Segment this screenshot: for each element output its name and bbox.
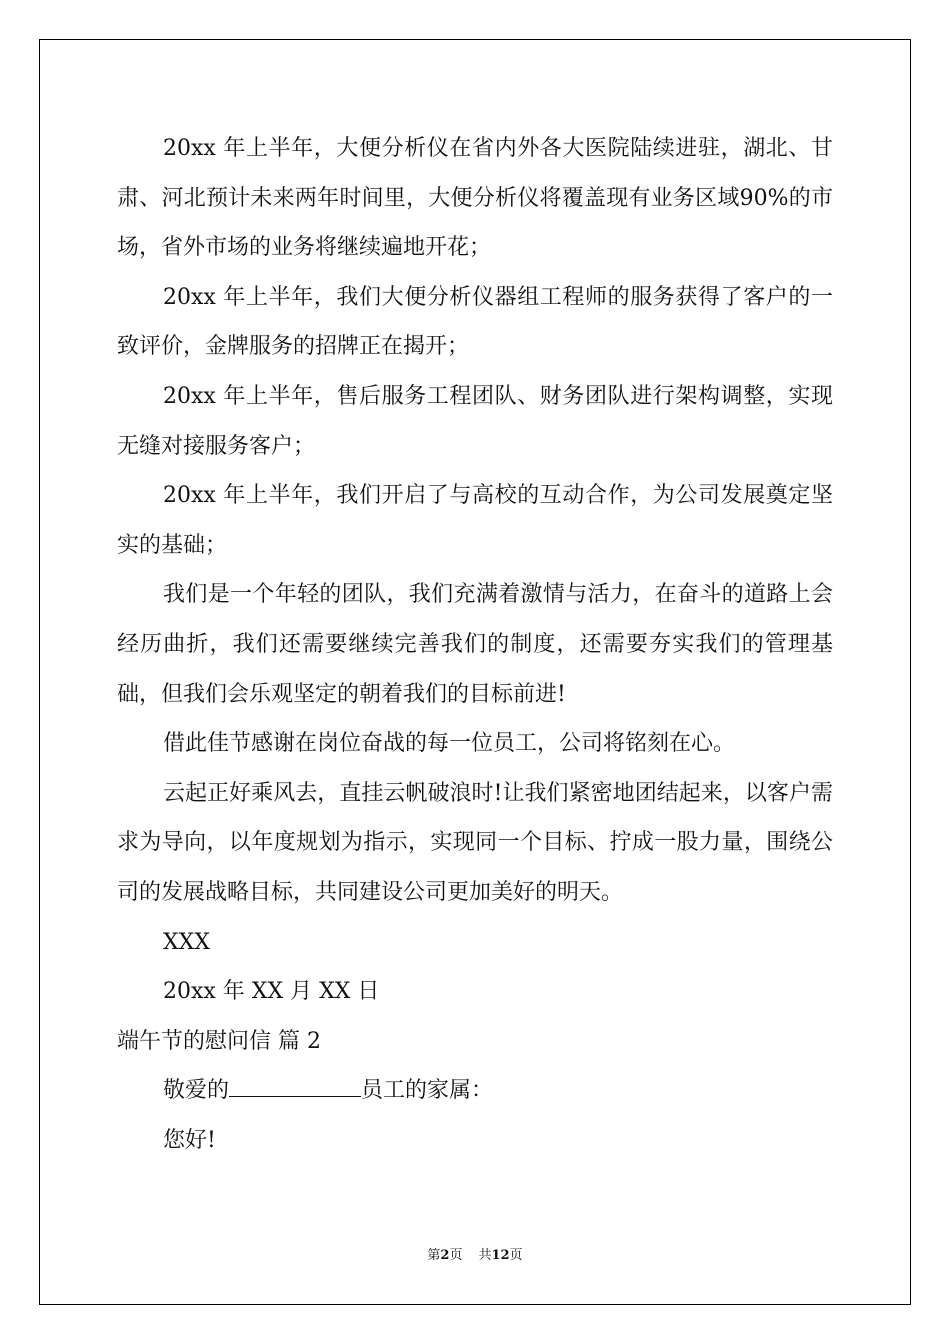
salutation-suffix: 员工的家属： [361, 1078, 494, 1104]
salutation [117, 1066, 833, 1116]
page-prefix: 第 [427, 1248, 441, 1263]
salutation-prefix: 敬爱的 [163, 1078, 230, 1104]
signature-name: XXX [163, 929, 210, 955]
paragraph-3: 20xx 年上半年，售后服务工程团队、财务团队进行架构调整，实现无缝对接服务客户； [117, 383, 833, 459]
page-footer [0, 1248, 950, 1264]
paragraph-6: 借此佳节感谢在岗位奋战的每一位员工，公司将铭刻在心。 [163, 731, 736, 757]
total-prefix: 共 [478, 1248, 492, 1263]
paragraph-5: 我们是一个年轻的团队，我们充满着激情与活力，在奋斗的道路上会经历曲折，我们还需要继续完善我们的制度，还需要夯实我们的管理基础，但我们会乐观坚定的朝着我们的目标前进! [117, 582, 833, 707]
name-blank-line [229, 1074, 361, 1097]
total-unit: 页 [509, 1248, 523, 1263]
paragraph-7: 云起正好乘风去，直挂云帆破浪时!让我们紧密地团结起来，以客户需求为导向，以年度规划为指示，实现同一个目标、拧成一股力量，围绕公司的发展战略目标，共同建设公司更加美好的明天。 [117, 780, 833, 905]
page-unit: 页 [449, 1248, 463, 1263]
total-pages: 12 [491, 1248, 510, 1263]
paragraph-1: 20xx 年上半年，大便分析仪在省内外各大医院陆续进驻，湖北、甘肃、河北预计未来两年时间里，大便分析仪将覆盖现有业务区域90%的市场，省外市场的业务将继续遍地开花； [117, 136, 833, 261]
paragraph-4: 20xx 年上半年，我们开启了与高校的互动合作，为公司发展奠定坚实的基础； [117, 483, 833, 558]
section-title: 端午节的慰问信 篇 2 [117, 1028, 321, 1054]
greeting: 您好! [163, 1127, 216, 1153]
document-body [117, 124, 833, 1165]
paragraph-2: 20xx 年上半年，我们大便分析仪器组工程师的服务获得了客户的一致评价，金牌服务的招牌正在揭开； [117, 284, 833, 360]
page-current: 2 [440, 1248, 450, 1263]
signature-date: 20xx 年 XX 月 XX 日 [163, 979, 380, 1005]
